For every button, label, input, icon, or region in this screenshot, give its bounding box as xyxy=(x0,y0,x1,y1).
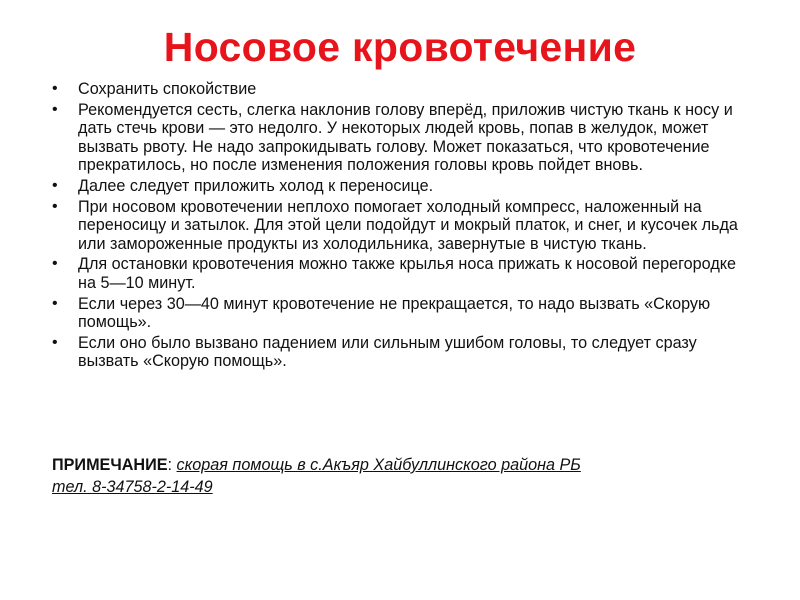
note-line-1 xyxy=(52,454,752,476)
slide-title: Носовое кровотечение xyxy=(163,24,637,70)
list-item xyxy=(52,177,752,196)
bullet-dot: • xyxy=(52,100,58,118)
bullet-dot: • xyxy=(52,197,58,215)
note-block xyxy=(52,454,752,498)
list-item xyxy=(52,334,752,371)
bullet-text: Далее следует приложить холод к переносице. xyxy=(78,176,434,195)
bullet-text: При носовом кровотечении неплохо помогает холодный компресс, наложенный на переносицу и затылок. Для этой цели подойдут и мокрый платок, и снег, и кусочек льда или замороженные продукты из холодильника, завернутые в чистую ткань. xyxy=(78,197,738,253)
list-item xyxy=(52,255,752,292)
bullet-dot: • xyxy=(52,294,58,312)
bullet-text: Если оно было вызвано падением или сильным ушибом головы, то следует сразу вызвать «Скорую помощь». xyxy=(78,333,697,371)
bullet-text: Если через 30—40 минут кровотечение не прекращается, то надо вызвать «Скорую помощь». xyxy=(78,294,711,332)
bullet-dot: • xyxy=(52,80,58,97)
phone-link[interactable]: тел. 8-34758-2-14-49 xyxy=(52,478,213,496)
list-item xyxy=(52,80,752,99)
note-label: ПРИМЕЧАНИЕ xyxy=(52,456,168,474)
bullet-dot: • xyxy=(52,333,58,351)
list-item xyxy=(52,295,752,332)
bullet-dot: • xyxy=(52,255,58,273)
note-separator: : xyxy=(167,456,177,474)
bullet-text: Рекомендуется сесть, слегка наклонив голову вперёд, приложив чистую ткань к носу и дать стечь крови — это недолго. У некоторых людей кровь, попав в желудок, может вызвать рвоту. Не надо запрокидывать голову. Может показаться, что кровотечение прекратилось, но после изменения положения головы кровь пойдет вновь. xyxy=(78,100,733,175)
bullet-text: Для остановки кровотечения можно также крылья носа прижать к носовой перегородке на 5—10 минут. xyxy=(78,255,737,292)
ambulance-link[interactable]: скорая помощь в с.Акъяр Хайбуллинского района РБ xyxy=(176,456,581,474)
bullet-list xyxy=(52,80,752,373)
list-item xyxy=(52,101,752,175)
bullet-dot: • xyxy=(52,176,58,194)
bullet-text: Сохранить спокойствие xyxy=(78,80,257,98)
note-line-2 xyxy=(52,476,752,498)
list-item xyxy=(52,198,752,254)
